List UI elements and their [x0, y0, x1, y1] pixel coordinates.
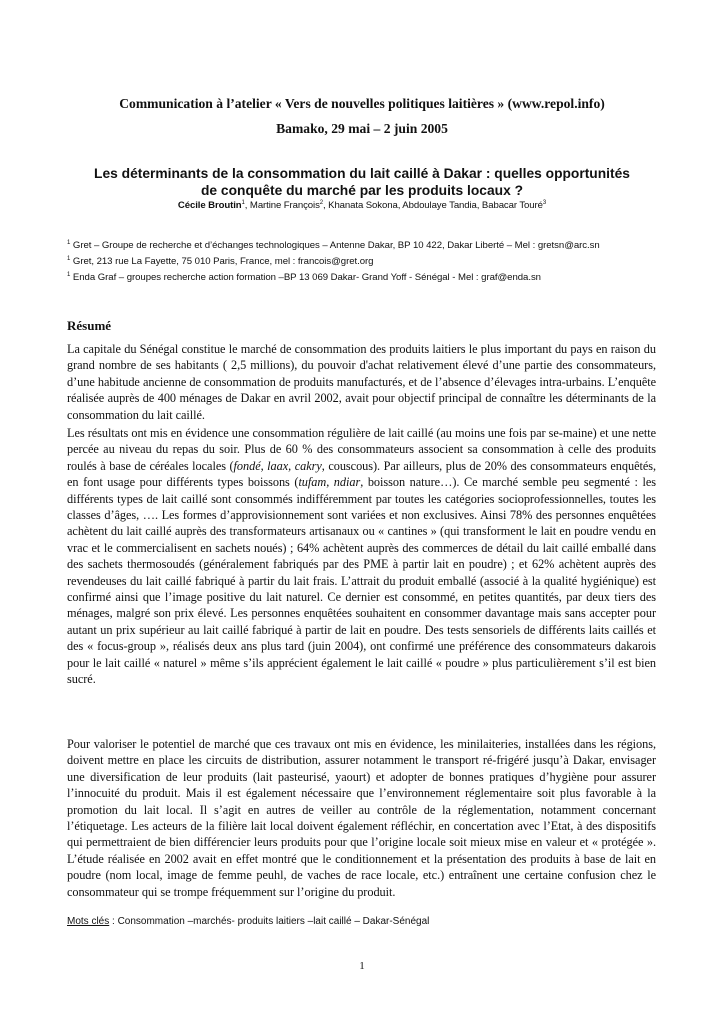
page-number: 1: [359, 960, 365, 972]
paragraph-text: , boisson nature…). Ce marché semble peu segmenté : les différents types de lait caillé sont consommés indifféremment par toutes les catégories socioprofessionnelles, toutes les classes d’âges, …. Les formes d’approvisionnement sont variées et non exclusives. Ainsi 78% des personnes enquêtées achètent du lait caillé auprès des transformateurs artisanaux ou « cantines » (qui transforment le lait en poudre vendu en vrac et le commercialisent en sachets noués) ; 64% achètent auprès des commerces de détail du lait caillé emballé dans des sachets thermosoudés (généralement fabriqués par des PME à partir lait en poudre) ; et 62% achètent auprès des revendeuses du lait caillé fabriqué à partir du lait frais. L’attrait du produit emballé (associé à la qualité hygiénique) est confirmé ainsi que l’image positive du lait naturel. Ce dernier est consommé, en petites quantités, par deux tiers des ménages, malgré son prix élevé. Les personnes enquêtées souhaitent en consommer davantage mais sans accepter pour autant un prix supérieur au lait caillé fabriqué à partir de lait en poudre. Des tests sensoriels de différents laits caillés et des « focus-group », réalisés deux ans plus tard (juin 2004), ont confirmé une préférence des consommateurs dakarois pour le lait caillé « naturel » même s’ils apprécient également le lait caillé « poudre » plus particulièrement s’il est bien sucré.: [67, 475, 656, 687]
abstract-heading: Résumé: [67, 318, 112, 333]
affiliation-3: [67, 272, 667, 283]
paragraph-text: , couscous). Par ailleurs, plus de 20% des consommateurs enquêtés, en font usage pour différents types boissons (: [67, 458, 657, 490]
other-authors: , Khanata Sokona, Abdoulaye Tandia, Babacar Touré: [323, 200, 543, 211]
affiliation-mark: 1: [67, 271, 71, 278]
affiliation-mark: 1: [67, 239, 71, 246]
keywords-text: : Consommation –marchés- produits laitiers –lait caillé – Dakar-Sénégal: [109, 916, 430, 927]
author-separator: ,: [244, 200, 250, 211]
paper-title-line-2: de conquête du marché par les produits locaux ?: [201, 183, 523, 198]
paragraph-text: Les résultats ont mis en évidence une consommation régulière de lait caillé (au moins une fois par se-maine) et une nette percée au niveau du repas du soir. Plus de 60 % des consommateurs associent sa consommation à celle des produits roulés à base de céréales locales (: [67, 426, 656, 473]
second-author: Martine François: [249, 200, 320, 211]
other-authors-affiliation-mark: 3: [542, 199, 547, 206]
abstract-paragraph-3: Pour valoriser le potentiel de marché que ces travaux ont mis en évidence, les minilaiteries, installées dans les régions, doivent mettre en place les circuits de distribution, assurer notamment le transport ré-frigéré jusqu’à Dakar, envisager une diversification de leur produits (lait pasteurisé, yaourt) et adopter de bonnes pratiques d’hygiène pour assurer l’innocuité du produit. Mais il est également nécessaire que l’environnement réglementaire soit plus favorable à la promotion du lait local. Il s’agit en autres de veiller au contrôle de la réglementation, notamment concernant l’étiquetage. Les acteurs de la filière lait local doivent également réfléchir, en concertation avec l’Etat, à des dispositifs qui permettraient de bien différencier leurs produits pour que l’origine locale soit mieux mise en valeur et « protégée ». L’étude réalisée en 2002 avait en effet montré que le conditionnement et la présentation des produits à base de lait en poudre (nom local, image de femme peuhl, de vaches de race locale, etc.) entraînent une certaine confusion chez le consommateur qui se trompe fréquemment sur l’origine du produit.: [67, 737, 656, 899]
affiliation-2: [67, 256, 667, 267]
affiliation-1: [67, 240, 667, 251]
abstract-paragraph-2: [67, 425, 656, 688]
keywords-line: [67, 916, 429, 927]
affiliation-text: Gret, 213 rue La Fayette, 75 010 Paris, France, mel : francois@gret.org: [70, 256, 374, 267]
keywords-label: Mots clés: [67, 916, 110, 927]
conference-header: Communication à l’atelier « Vers de nouvelles politiques laitières » (www.repol.info): [119, 96, 605, 111]
author-list: [0, 200, 724, 211]
abstract-paragraph-1: La capitale du Sénégal constitue le marché de consommation des produits laitiers le plus important du pays en raison du grand nombre de ses habitants ( 2,5 millions), du pouvoir d'achat relativement élevé d’une partie des consommateurs, d’une habitude ancienne de consommation de produits manufacturés, et de l’absence d’élevages intra-urbains. L’enquête réalisée auprès de 400 ménages de Dakar en avril 2002, avait pour objectif principal de connaître les déterminants de la consommation du lait caillé.: [67, 342, 656, 422]
affiliation-text: Enda Graf – groupes recherche action formation –BP 13 069 Dakar- Grand Yoff - Sénégal - Mel : graf@enda.sn: [70, 272, 541, 283]
paper-title-line-1: Les déterminants de la consommation du lait caillé à Dakar : quelles opportunités: [94, 166, 630, 181]
italic-term: tufam, ndiar: [298, 475, 361, 490]
lead-author-affiliation-mark: 1: [241, 199, 245, 206]
conference-date-location: Bamako, 29 mai – 2 juin 2005: [276, 121, 448, 136]
italic-term: fondé, laax, cakry: [233, 458, 322, 473]
lead-author: Cécile Broutin: [177, 200, 242, 211]
second-author-affiliation-mark: 2: [319, 199, 324, 206]
affiliation-mark: 1: [67, 255, 71, 262]
affiliation-text: Gret – Groupe de recherche et d’échanges technologiques – Antenne Dakar, BP 10 422, Dakar Liberté – Mel : gretsn@arc.sn: [70, 240, 600, 251]
